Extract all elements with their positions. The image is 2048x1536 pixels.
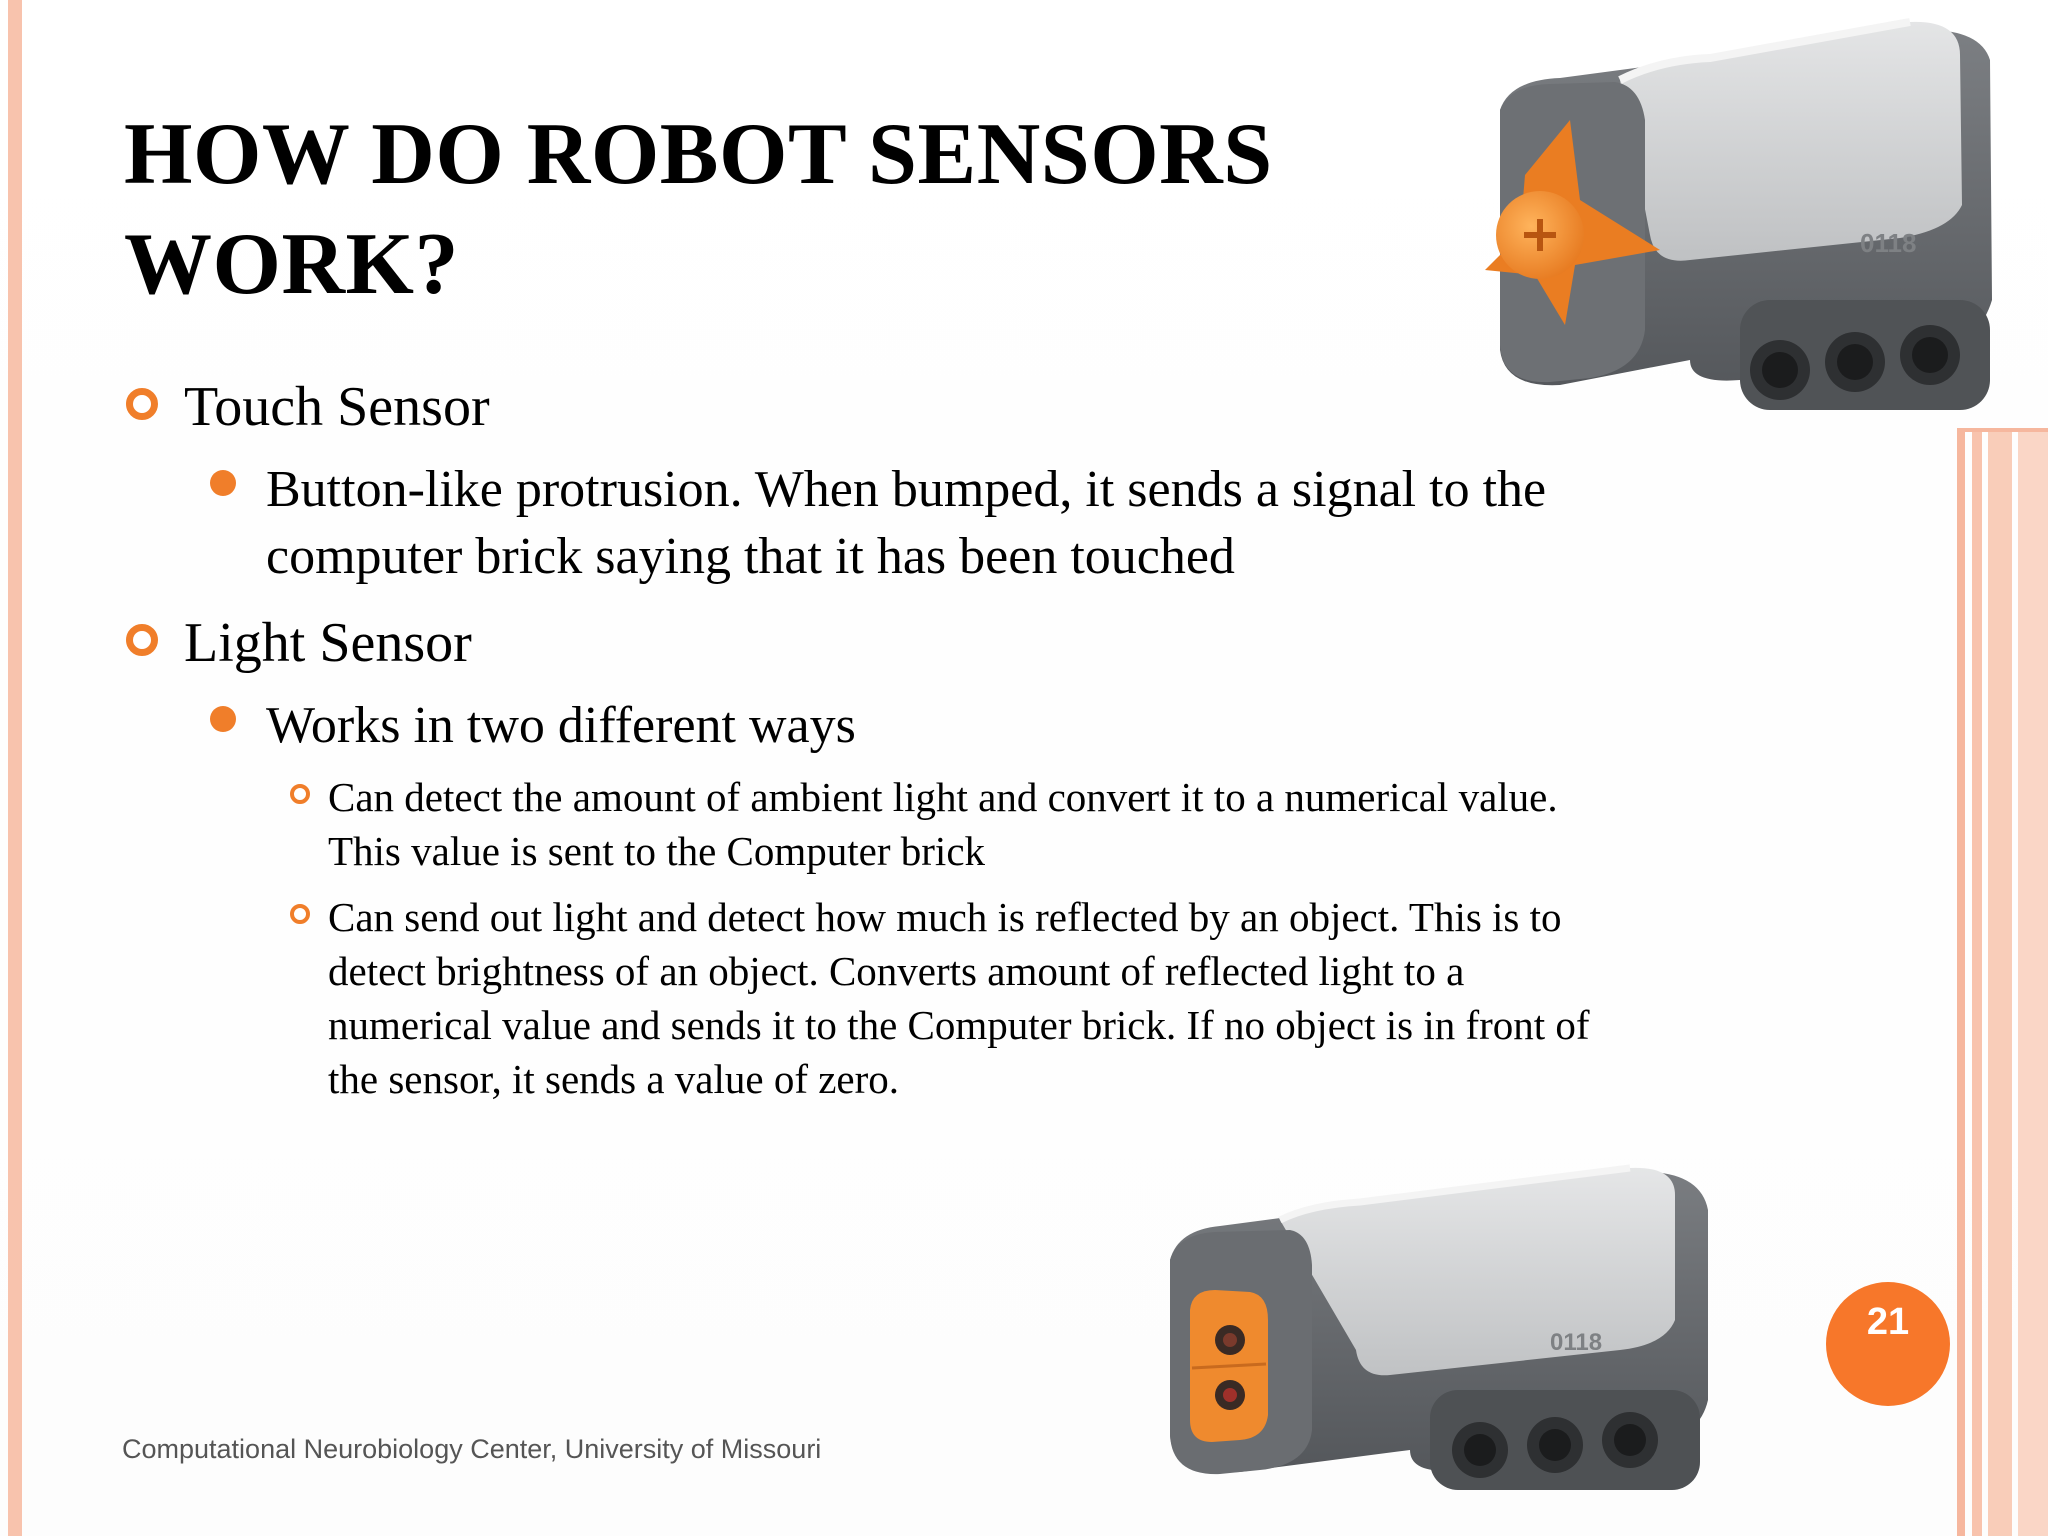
text-line: Can detect the amount of ambient light and convert it to a numerical value.: [328, 774, 1558, 820]
light-sensor-image: [1160, 1150, 1720, 1500]
light-sensor-modes-heading: Works in two different ways: [266, 697, 856, 754]
text-line: detect brightness of an object. Converts amount of reflected light to a: [328, 948, 1465, 994]
right-decor-stripe: [1957, 432, 1965, 1536]
text-line: computer brick saying that it has been touched: [266, 528, 1235, 585]
reflected-light-description: [328, 890, 1758, 1106]
text-line: Button-like protrusion. When bumped, it sends a signal to the: [266, 461, 1547, 518]
bullet-light-sensor: Light Sensor: [184, 612, 472, 674]
bullet-ring-icon: [126, 388, 158, 420]
left-decor-stripe: [8, 0, 22, 1536]
text-line: This value is sent to the Computer brick: [328, 828, 986, 874]
title-line-2: WORK?: [124, 216, 459, 313]
bullet-touch-sensor: Touch Sensor: [184, 376, 490, 438]
bullet-dot-icon: [210, 706, 236, 732]
touch-sensor-description: [266, 456, 1726, 590]
light-sensor-part-label: 0118: [1550, 1329, 1603, 1356]
bullet-small-ring-icon: [290, 784, 310, 804]
page-number: 21: [1866, 1301, 1910, 1343]
touch-sensor-part-label: 0118: [1860, 228, 1917, 258]
title-line-1: HOW DO ROBOT SENSORS: [124, 106, 1273, 203]
bullet-dot-icon: [210, 470, 236, 496]
text-line: the sensor, it sends a value of zero.: [328, 1056, 900, 1102]
footer-text: Computational Neurobiology Center, University of Missouri: [122, 1434, 822, 1464]
right-decor-stripe: [2018, 432, 2048, 1536]
page-number-badge: [1826, 1282, 1950, 1406]
bullet-ring-icon: [126, 624, 158, 656]
right-decor-stripe: [1972, 432, 1982, 1536]
slide-title: [124, 100, 1424, 320]
text-line: Can send out light and detect how much is reflected by an object. This is to: [328, 894, 1562, 940]
touch-sensor-image: [1440, 0, 2020, 440]
ambient-light-description: [328, 770, 1758, 878]
right-decor-stripe: [1988, 432, 2012, 1536]
text-line: numerical value and sends it to the Computer brick. If no object is in front of: [328, 1002, 1590, 1048]
bullet-small-ring-icon: [290, 904, 310, 924]
